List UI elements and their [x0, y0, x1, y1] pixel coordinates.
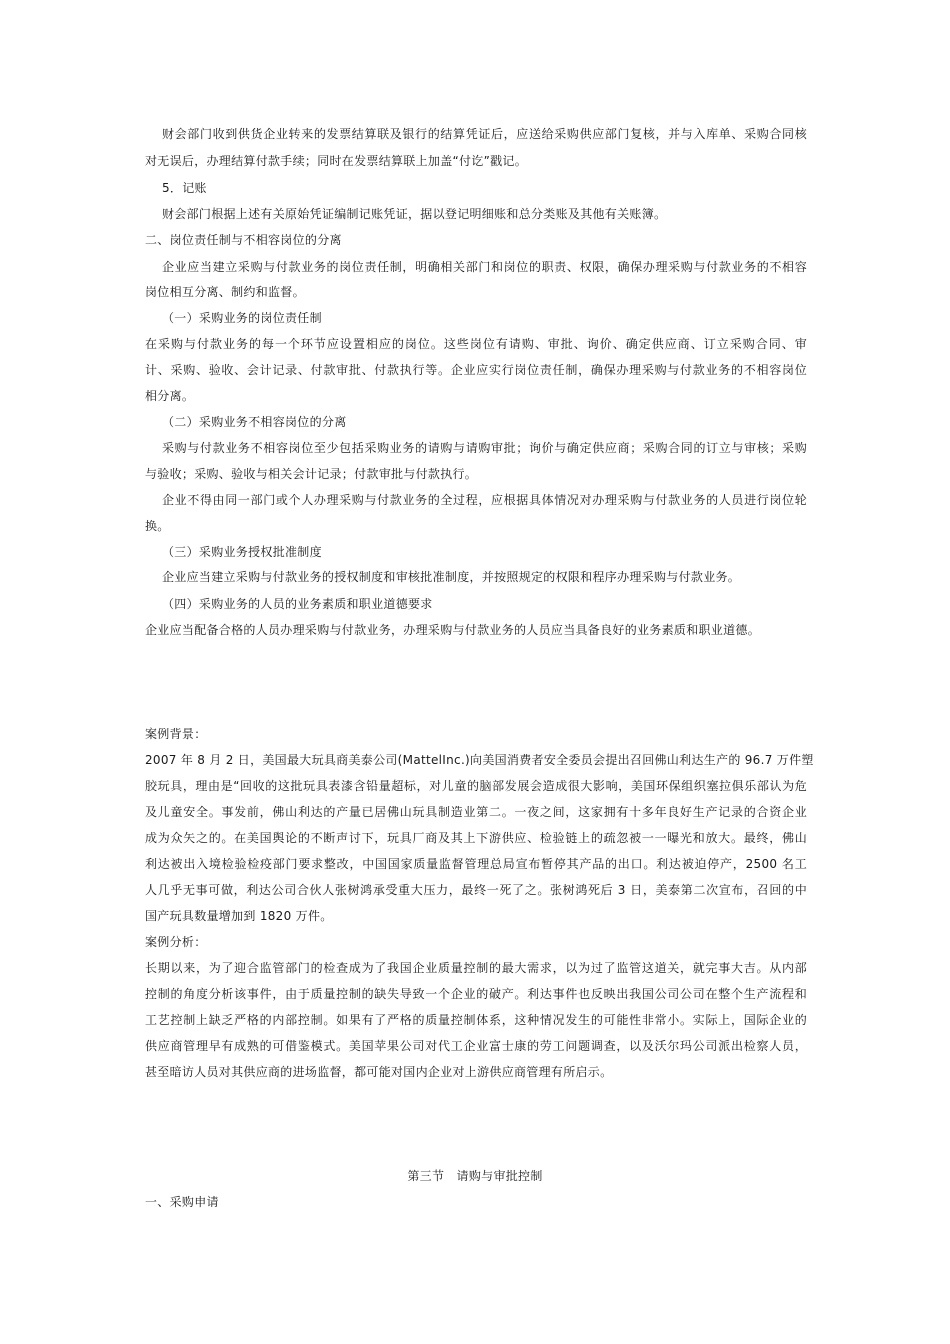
- subsection-heading: （四）采购业务的人员的业务素质和职业道德要求: [162, 597, 433, 611]
- section-heading: 二、岗位责任制与不相容岗位的分离: [145, 233, 342, 247]
- paragraph-line: 企业应当建立采购与付款业务的岗位责任制，明确相关部门和岗位的职责、权限，确保办理采购与付款业务的不相容: [162, 260, 807, 274]
- paragraph-line: 及儿童安全。事发前，佛山利达的产量已居佛山玩具制造业第二。一夜之间，这家拥有十多年良好生产记录的合资企业: [145, 805, 807, 819]
- paragraph-line: 企业应当配备合格的人员办理采购与付款业务，办理采购与付款业务的人员应当具备良好的业务素质和职业道德。: [145, 623, 761, 637]
- paragraph-line: 财会部门收到供货企业转来的发票结算联及银行的结算凭证后，应送给采购供应部门复核，并与入库单、采购合同核: [162, 127, 807, 141]
- paragraph-line: 长期以来，为了迎合监管部门的检查成为了我国企业质量控制的最大需求，以为过了监管这道关，就完事大吉。从内部: [145, 961, 807, 975]
- paragraph-line: 国产玩具数量增加到 1820 万件。: [145, 909, 333, 923]
- paragraph-line: 2007 年 8 月 2 日，美国最大玩具商美泰公司(MattelInc.)向美国消费者安全委员会提出召回佛山利达生产的 96.7 万件塑: [145, 753, 814, 767]
- section-heading: 一、采购申请: [145, 1195, 219, 1209]
- paragraph-line: 采购与付款业务不相容岗位至少包括采购业务的请购与请购审批；询价与确定供应商；采购合同的订立与审核；采购: [162, 441, 807, 455]
- paragraph-line: 供应商管理早有成熟的可借鉴模式。美国苹果公司对代工企业富士康的劳工问题调查，以及沃尔玛公司派出检察人员，: [145, 1039, 807, 1053]
- paragraph-line: 人几乎无事可做，利达公司合伙人张树鸿承受重大压力，最终一死了之。张树鸿死后 3 日，美泰第二次宣布，召回的中: [145, 883, 807, 897]
- paragraph-line: 与验收；采购、验收与相关会计记录；付款审批与付款执行。: [145, 467, 478, 481]
- chapter-section-title: 第三节 请购与审批控制: [407, 1169, 543, 1183]
- subsection-heading: （一）采购业务的岗位责任制: [162, 311, 322, 325]
- paragraph-line: 甚至暗访人员对其供应商的进场监督，都可能对国内企业对上游供应商管理有所启示。: [145, 1065, 613, 1079]
- subsection-heading: （三）采购业务授权批准制度: [162, 545, 322, 559]
- paragraph-line: 换。: [145, 519, 170, 533]
- paragraph-line: 利达被出入境检验检疫部门要求整改，中国国家质量监督管理总局宣布暂停其产品的出口。利达被迫停产，2500 名工: [145, 857, 807, 871]
- paragraph-line: 在采购与付款业务的每一个环节应设置相应的岗位。这些岗位有请购、审批、询价、确定供应商、订立采购合同、审: [145, 337, 807, 351]
- paragraph-line: 财会部门根据上述有关原始凭证编制记账凭证，据以登记明细账和总分类账及其他有关账簿。: [162, 207, 667, 221]
- paragraph-line: 胶玩具，理由是“回收的这批玩具表漆含铅量超标，对儿童的脑部发展会造成很大影响，美国环保组织塞拉俱乐部认为危: [145, 779, 807, 793]
- paragraph-line: 相分离。: [145, 389, 195, 403]
- paragraph-line: 企业应当建立采购与付款业务的授权制度和审核批准制度，并按照规定的权限和程序办理采购与付款业务。: [162, 570, 741, 584]
- paragraph-line: 工艺控制上缺乏严格的内部控制。如果有了严格的质量控制体系，这种情况发生的可能性非常小。实际上，国际企业的: [145, 1013, 807, 1027]
- paragraph-line: 计、采购、验收、会计记录、付款审批、付款执行等。企业应实行岗位责任制，确保办理采购与付款业务的不相容岗位: [145, 363, 807, 377]
- list-heading: 5．记账: [162, 181, 207, 195]
- subsection-heading: （二）采购业务不相容岗位的分离: [162, 415, 347, 429]
- case-heading: 案例背景：: [145, 727, 207, 741]
- paragraph-line: 成为众矢之的。在美国舆论的不断声讨下，玩具厂商及其上下游供应、检验链上的疏忽被一一曝光和放大。最终，佛山: [145, 831, 807, 845]
- case-heading: 案例分析：: [145, 935, 207, 949]
- paragraph-line: 岗位相互分离、制约和监督。: [145, 285, 305, 299]
- paragraph-line: 对无误后，办理结算付款手续；同时在发票结算联上加盖“付讫”戳记。: [145, 154, 528, 168]
- paragraph-line: 企业不得由同一部门或个人办理采购与付款业务的全过程，应根据具体情况对办理采购与付款业务的人员进行岗位轮: [162, 493, 807, 507]
- paragraph-line: 控制的角度分析该事件，由于质量控制的缺失导致一个企业的破产。利达事件也反映出我国公司公司在整个生产流程和: [145, 987, 807, 1001]
